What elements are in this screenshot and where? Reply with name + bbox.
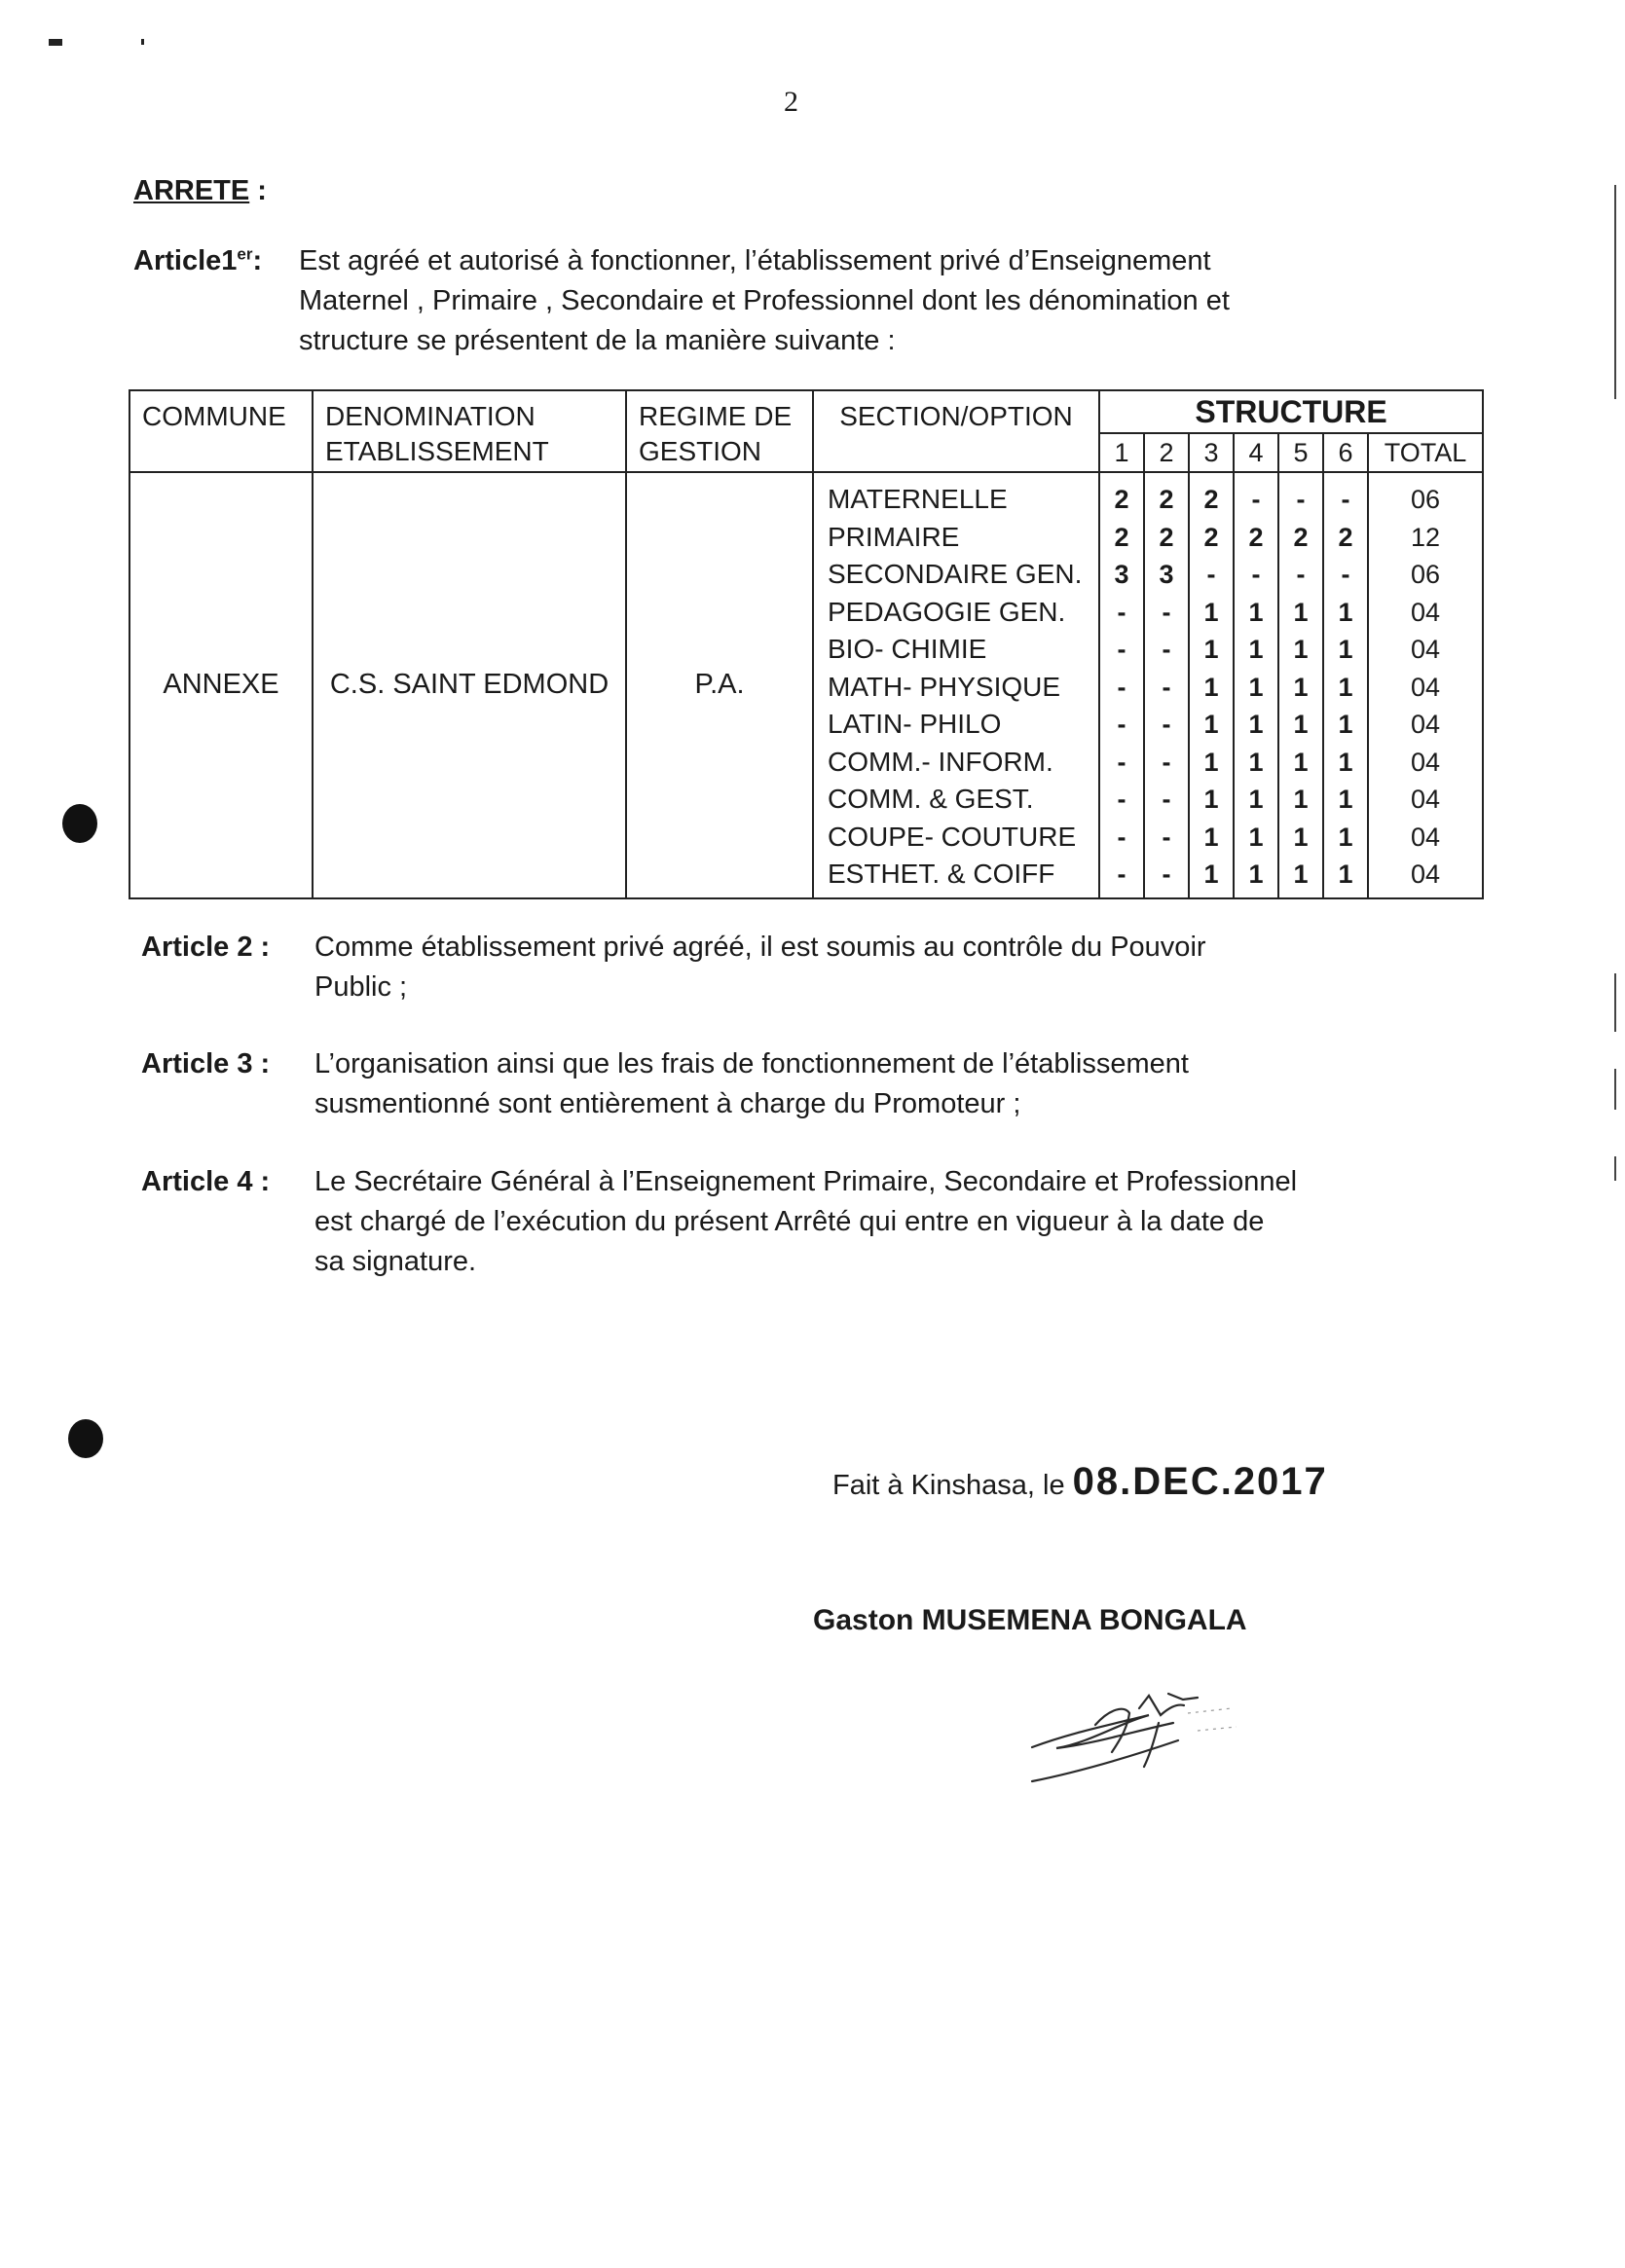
structure-value-cell: 1 (1248, 860, 1264, 889)
structure-value-cell: - (1117, 785, 1126, 814)
structure-value-cell: - (1251, 485, 1261, 514)
header-col-6: 6 (1323, 433, 1368, 472)
structure-value-cell: 1 (1248, 597, 1264, 627)
col-6-values (1323, 472, 1368, 898)
structure-value-cell: 1 (1338, 822, 1353, 852)
header-denomination (313, 390, 626, 472)
structure-total-cell: 12 (1411, 522, 1441, 552)
article-3-label: Article 3 : (141, 1048, 271, 1079)
article-1-line: structure se présentent de la manière suivante : (299, 325, 896, 356)
scan-edge-line (1614, 185, 1616, 399)
structure-value-cell: - (1162, 710, 1171, 739)
section-option-item: COMM.- INFORM. (828, 746, 1053, 777)
structure-value-cell: 3 (1159, 560, 1174, 589)
structure-value-cell: 1 (1338, 597, 1353, 627)
structure-value-cell: 1 (1293, 822, 1309, 852)
structure-value-cell: 1 (1293, 747, 1309, 777)
col-4-values (1234, 472, 1278, 898)
header-regime-line-2: GESTION (639, 436, 762, 466)
article-3 (141, 1044, 1485, 1132)
header-col-3: 3 (1189, 433, 1234, 472)
structure-value-cell: 1 (1203, 822, 1219, 852)
structure-value-cell: 2 (1114, 485, 1129, 514)
structure-value-cell: 1 (1293, 597, 1309, 627)
structure-table (129, 389, 1484, 899)
scan-edge-line (1614, 973, 1616, 1032)
section-option-item: SECONDAIRE GEN. (828, 559, 1083, 589)
structure-value-cell: - (1117, 672, 1126, 702)
section-option-item: LATIN- PHILO (828, 709, 1002, 739)
article-1-body (299, 241, 1230, 361)
structure-value-cell: 1 (1338, 672, 1353, 702)
header-col-4: 4 (1234, 433, 1278, 472)
punch-hole-mark (68, 1419, 103, 1458)
header-denomination-line-1: DENOMINATION (325, 401, 536, 431)
structure-total-cell: 04 (1411, 710, 1441, 739)
col-3-values (1189, 472, 1234, 898)
structure-value-cell: 2 (1338, 522, 1353, 552)
structure-total-cell: 04 (1411, 635, 1441, 664)
header-col-5: 5 (1278, 433, 1323, 472)
article-2-label: Article 2 : (141, 932, 271, 963)
article-2 (141, 928, 1485, 1015)
structure-value-cell: - (1117, 822, 1126, 852)
header-total: TOTAL (1368, 433, 1483, 472)
structure-value-cell: 2 (1114, 522, 1129, 552)
section-option-item: MATERNELLE (828, 484, 1008, 514)
section-option-item: PEDAGOGIE GEN. (828, 596, 1066, 627)
structure-value-cell: 1 (1293, 860, 1309, 889)
structure-value-cell: 1 (1293, 635, 1309, 664)
article-1-label-text: Article1 (133, 245, 238, 276)
article-4-body (314, 1162, 1297, 1282)
section-option-item: MATH- PHYSIQUE (828, 671, 1061, 702)
structure-value-cell: - (1296, 485, 1306, 514)
structure-total-cell: 04 (1411, 785, 1441, 814)
arrete-heading (133, 175, 267, 207)
section-option-item: ESTHET. & COIFF (828, 859, 1055, 889)
cell-regime: P.A. (626, 472, 813, 898)
article-4-line: Le Secrétaire Général à l’Enseignement Primaire, Secondaire et Professionnel (314, 1166, 1298, 1197)
structure-value-cell: 1 (1338, 785, 1353, 814)
header-commune: COMMUNE (129, 390, 313, 472)
structure-value-cell: 1 (1338, 710, 1353, 739)
structure-value-cell: - (1162, 860, 1171, 889)
structure-value-cell: 1 (1203, 710, 1219, 739)
structure-value-cell: - (1341, 485, 1350, 514)
structure-value-cell: 1 (1248, 747, 1264, 777)
structure-value-cell: - (1117, 597, 1126, 627)
scan-speck (49, 39, 62, 46)
cell-commune: ANNEXE (129, 472, 313, 898)
article-4-line: est chargé de l’exécution du présent Arrêté qui entre en vigueur à la date de (314, 1206, 1265, 1237)
structure-value-cell: 1 (1203, 635, 1219, 664)
col-1-values (1099, 472, 1144, 898)
article-1-label (133, 241, 262, 281)
structure-value-cell: - (1117, 710, 1126, 739)
article-1-label-sup: er (237, 244, 253, 264)
structure-total-cell: 06 (1411, 560, 1441, 589)
section-list (813, 472, 1099, 898)
closing-line (832, 1460, 1328, 1504)
structure-value-cell: 1 (1293, 672, 1309, 702)
structure-value-cell: 1 (1338, 635, 1353, 664)
structure-value-cell: 1 (1248, 710, 1264, 739)
article-1-label-suffix: : (252, 245, 263, 276)
structure-value-cell: 2 (1203, 522, 1219, 552)
article-1 (133, 241, 1477, 368)
structure-value-cell: - (1206, 560, 1216, 589)
page-number: 2 (784, 86, 798, 118)
structure-total-cell: 04 (1411, 747, 1441, 777)
structure-value-cell: 1 (1248, 635, 1264, 664)
col-5-values (1278, 472, 1323, 898)
structure-value-cell: - (1162, 635, 1171, 664)
structure-value-cell: 2 (1159, 485, 1174, 514)
article-4 (141, 1162, 1485, 1289)
structure-value-cell: 1 (1203, 672, 1219, 702)
structure-value-cell: - (1117, 860, 1126, 889)
structure-value-cell: 1 (1203, 597, 1219, 627)
section-option-item: BIO- CHIMIE (828, 634, 987, 664)
total-values (1368, 472, 1483, 898)
structure-value-cell: - (1296, 560, 1306, 589)
punch-hole-mark (62, 804, 97, 843)
cell-denomination: C.S. SAINT EDMOND (313, 472, 626, 898)
arrete-heading-word: ARRETE (133, 175, 250, 206)
header-structure: STRUCTURE (1099, 390, 1483, 433)
structure-value-cell: 1 (1338, 860, 1353, 889)
header-regime-line-1: REGIME DE (639, 401, 793, 431)
article-2-line: Comme établissement privé agréé, il est soumis au contrôle du Pouvoir (314, 932, 1206, 963)
article-3-line: susmentionné sont entièrement à charge du Promoteur ; (314, 1088, 1021, 1119)
arrete-heading-suffix: : (249, 175, 267, 206)
header-col-1: 1 (1099, 433, 1144, 472)
structure-value-cell: 1 (1203, 860, 1219, 889)
handwritten-signature (1003, 1655, 1256, 1801)
structure-value-cell: 2 (1159, 522, 1174, 552)
structure-value-cell: - (1162, 597, 1171, 627)
structure-value-cell: - (1162, 822, 1171, 852)
closing-date-stamp: 08.DEC.2017 (1072, 1460, 1328, 1503)
signer-name: Gaston MUSEMENA BONGALA (813, 1604, 1247, 1636)
article-1-line: Est agréé et autorisé à fonctionner, l’établissement privé d’Enseignement (299, 245, 1211, 276)
structure-value-cell: - (1251, 560, 1261, 589)
structure-value-cell: 1 (1293, 785, 1309, 814)
structure-value-cell: - (1162, 747, 1171, 777)
structure-value-cell: 1 (1248, 672, 1264, 702)
article-4-label: Article 4 : (141, 1166, 271, 1197)
section-option-item: PRIMAIRE (828, 521, 960, 552)
structure-value-cell: 1 (1203, 747, 1219, 777)
article-4-line: sa signature. (314, 1246, 477, 1277)
header-denomination-line-2: ETABLISSEMENT (325, 436, 549, 466)
structure-value-cell: 1 (1293, 710, 1309, 739)
article-3-body (314, 1044, 1189, 1124)
structure-value-cell: 1 (1203, 785, 1219, 814)
structure-total-cell: 04 (1411, 672, 1441, 702)
article-2-body (314, 928, 1206, 1007)
structure-value-cell: 1 (1338, 747, 1353, 777)
section-option-item: COUPE- COUTURE (828, 821, 1077, 852)
structure-total-cell: 04 (1411, 860, 1441, 889)
article-1-line: Maternel , Primaire , Secondaire et Professionnel dont les dénomination et (299, 285, 1230, 316)
header-regime (626, 390, 813, 472)
structure-total-cell: 04 (1411, 597, 1441, 627)
scan-edge-line (1614, 1069, 1616, 1110)
structure-value-cell: - (1341, 560, 1350, 589)
col-2-values (1144, 472, 1189, 898)
article-3-line: L’organisation ainsi que les frais de fonctionnement de l’établissement (314, 1048, 1189, 1079)
header-section-option: SECTION/OPTION (813, 390, 1099, 472)
structure-value-cell: 2 (1203, 485, 1219, 514)
structure-value-cell: 3 (1114, 560, 1129, 589)
article-2-line: Public ; (314, 971, 408, 1003)
structure-value-cell: 1 (1248, 822, 1264, 852)
structure-total-cell: 06 (1411, 485, 1441, 514)
structure-value-cell: - (1162, 785, 1171, 814)
structure-value-cell: 1 (1248, 785, 1264, 814)
structure-value-cell: 2 (1293, 522, 1309, 552)
structure-value-cell: - (1117, 747, 1126, 777)
closing-place: Fait à Kinshasa, le (832, 1470, 1073, 1501)
scan-edge-line (1614, 1156, 1616, 1181)
header-col-2: 2 (1144, 433, 1189, 472)
structure-value-cell: - (1117, 635, 1126, 664)
structure-value-cell: 2 (1248, 522, 1264, 552)
section-option-item: COMM. & GEST. (828, 784, 1034, 814)
structure-value-cell: - (1162, 672, 1171, 702)
structure-total-cell: 04 (1411, 822, 1441, 852)
scan-speck (141, 39, 144, 45)
